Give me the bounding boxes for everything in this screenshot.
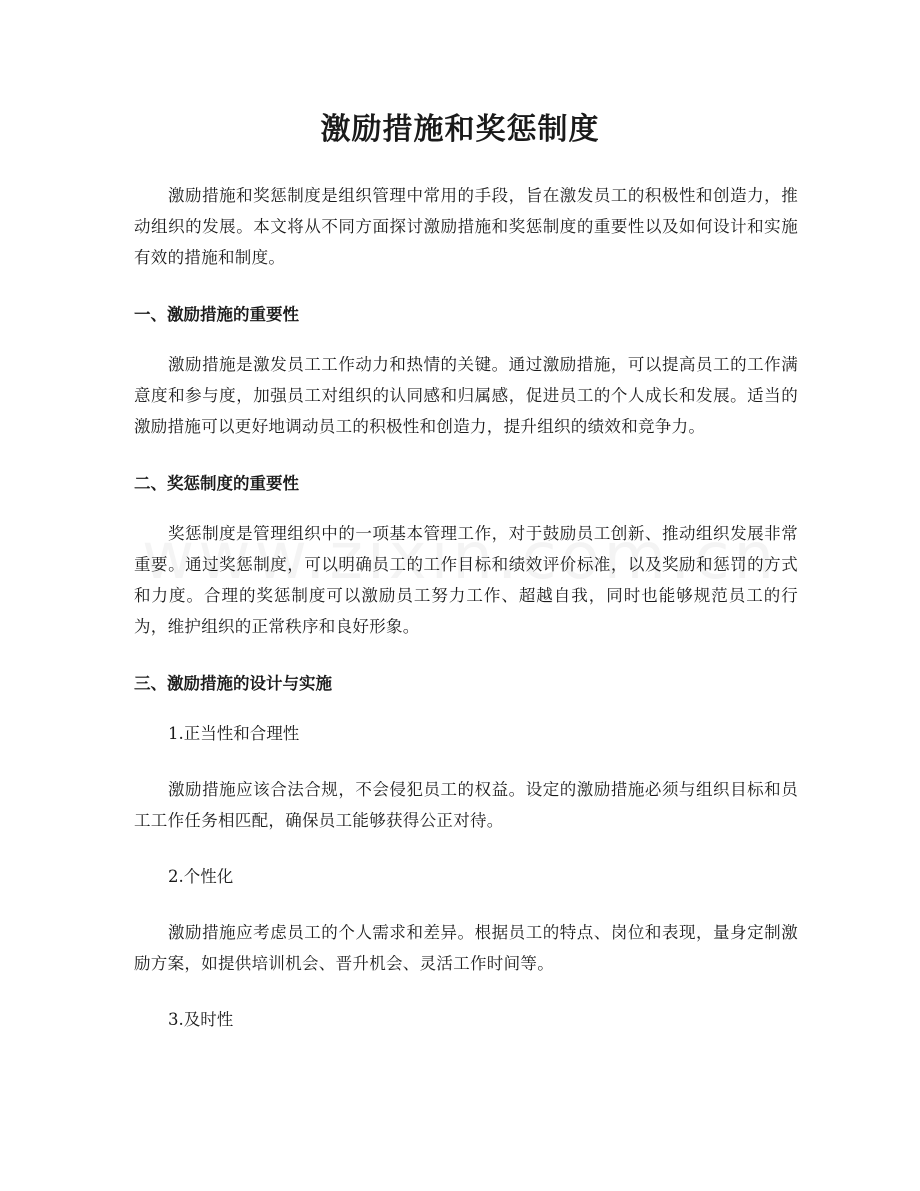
section-heading-1: 一、激励措施的重要性 (134, 305, 299, 324)
intro-paragraph: 激励措施和奖惩制度是组织管理中常用的手段，旨在激发员工的积极性和创造力，推动组织的发展。本文将从不同方面探讨激励措施和奖惩制度的重要性以及如何设计和实施有效的措施和制度。 (134, 186, 798, 267)
section-heading-3: 三、激励措施的设计与实施 (134, 674, 332, 693)
section-paragraph-2: 奖惩制度是管理组织中的一项基本管理工作，对于鼓励员工创新、推动组织发展非常重要。通过奖惩制度，可以明确员工的工作目标和绩效评价标准，以及奖励和惩罚的方式和力度。合理的奖惩制度可以激励员工努力工作、超越自我，同时也能够规范员工的行为，维护组织的正常秩序和良好形象。 (134, 524, 798, 636)
document-body (134, 180, 798, 1035)
subsection-paragraph-1: 激励措施应该合法合规，不会侵犯员工的权益。设定的激励措施必须与组织目标和员工工作任务相匹配，确保员工能够获得公正对待。 (134, 780, 798, 830)
subsection-heading-2: 2.个性化 (168, 867, 234, 886)
section-heading-2: 二、奖惩制度的重要性 (134, 474, 299, 493)
subsection-heading-3: 3.及时性 (168, 1010, 234, 1029)
document-title: 激励措施和奖惩制度 (320, 112, 600, 147)
subsection-paragraph-2: 激励措施应考虑员工的个人需求和差异。根据员工的特点、岗位和表现，量身定制激励方案，如提供培训机会、晋升机会、灵活工作时间等。 (134, 923, 798, 973)
section-paragraph-1: 激励措施是激发员工工作动力和热情的关键。通过激励措施，可以提高员工的工作满意度和参与度，加强员工对组织的认同感和归属感，促进员工的个人成长和发展。适当的激励措施可以更好地调动员工的积极性和创造力，提升组织的绩效和竞争力。 (134, 355, 798, 436)
subsection-heading-1: 1.正当性和合理性 (168, 724, 300, 743)
